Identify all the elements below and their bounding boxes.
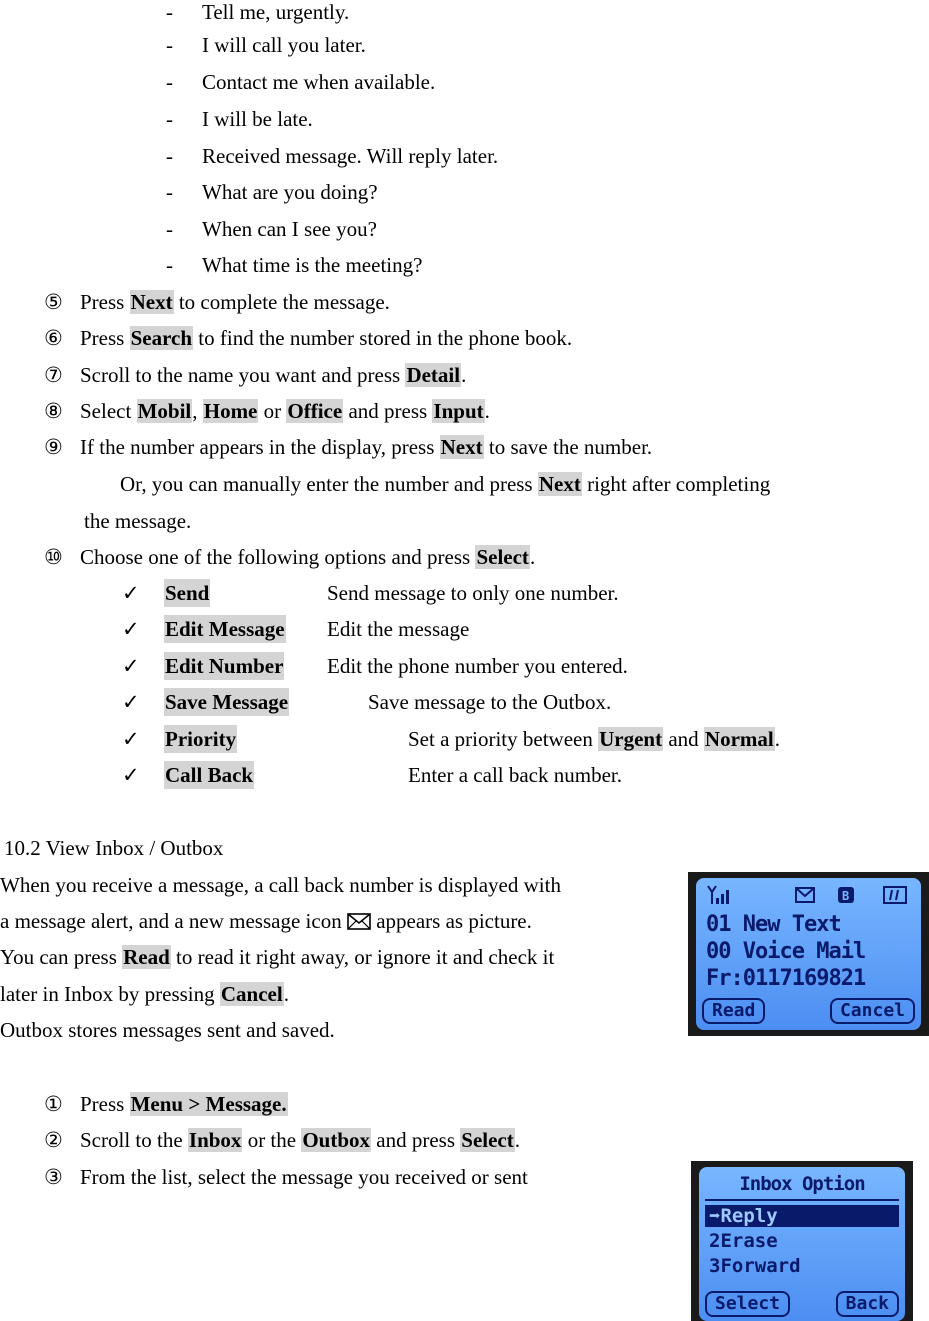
read-button[interactable]: Read xyxy=(702,998,765,1024)
step-9-continuation-2: the message. xyxy=(84,509,192,533)
keyword: Search xyxy=(130,326,193,350)
lcd-display xyxy=(699,1167,905,1321)
menu-item-forward[interactable]: 3Forward xyxy=(709,1255,801,1277)
check-icon: ✓ xyxy=(122,581,140,605)
keyword: Home xyxy=(203,399,258,423)
step-9-continuation: Or, you can manually enter the number and press Next right after completing xyxy=(120,472,771,496)
paragraph-line: Outbox stores messages sent and saved. xyxy=(0,1018,335,1042)
divider xyxy=(705,1199,899,1201)
status-bar xyxy=(706,884,916,906)
callback-number: Fr:0117169821 xyxy=(706,966,866,991)
keyword: Normal xyxy=(704,727,774,751)
keyword: Urgent xyxy=(599,727,663,751)
check-icon: ✓ xyxy=(122,727,140,751)
keyword: Mobil xyxy=(137,399,192,423)
keyword: Outbox xyxy=(302,1128,371,1152)
section-title: 10.2 View Inbox / Outbox xyxy=(4,836,224,860)
keyword: Next xyxy=(440,435,483,459)
signal-icon xyxy=(708,886,729,904)
lcd-display xyxy=(696,878,921,1030)
check-icon: ✓ xyxy=(122,763,140,787)
keyword: Inbox xyxy=(188,1128,242,1152)
keyword: Menu > Message. xyxy=(130,1092,287,1116)
envelope-icon xyxy=(796,888,814,902)
paragraph-line: You can press Read to read it right away, or ignore it and check it xyxy=(0,945,555,969)
menu-item-reply[interactable]: ➡Reply xyxy=(705,1205,899,1227)
new-text-count: 01 New Text xyxy=(706,912,841,937)
status-b-label: B xyxy=(842,889,850,903)
select-button[interactable]: Select xyxy=(705,1291,790,1317)
check-icon: ✓ xyxy=(122,617,140,641)
phone-screen-new-message xyxy=(688,872,929,1036)
keyword: Next xyxy=(130,290,173,314)
keyword: Input xyxy=(433,399,484,423)
envelope-icon xyxy=(347,913,371,930)
paragraph-line: a message alert, and a new message icon appears as picture. xyxy=(0,909,532,933)
voice-mail-count: 00 Voice Mail xyxy=(706,939,866,964)
back-button[interactable]: Back xyxy=(836,1291,899,1317)
check-icon: ✓ xyxy=(122,654,140,678)
keyword: Read xyxy=(123,945,170,969)
check-icon: ✓ xyxy=(122,690,140,714)
keyword: Select xyxy=(476,545,529,569)
paragraph-line: When you receive a message, a call back number is displayed with xyxy=(0,873,561,897)
keyword: Next xyxy=(538,472,581,496)
keyword: Select xyxy=(461,1128,514,1152)
cancel-button[interactable]: Cancel xyxy=(830,998,915,1024)
paragraph-line: later in Inbox by pressing Cancel. xyxy=(0,982,289,1006)
phone-screen-inbox-option xyxy=(691,1161,913,1321)
battery-icon xyxy=(884,887,906,903)
keyword: Detail xyxy=(406,363,461,387)
menu-item-erase[interactable]: 2Erase xyxy=(709,1230,778,1252)
keyword: Office xyxy=(287,399,343,423)
keyword: Cancel xyxy=(220,982,283,1006)
menu-title: Inbox Option xyxy=(739,1173,865,1195)
